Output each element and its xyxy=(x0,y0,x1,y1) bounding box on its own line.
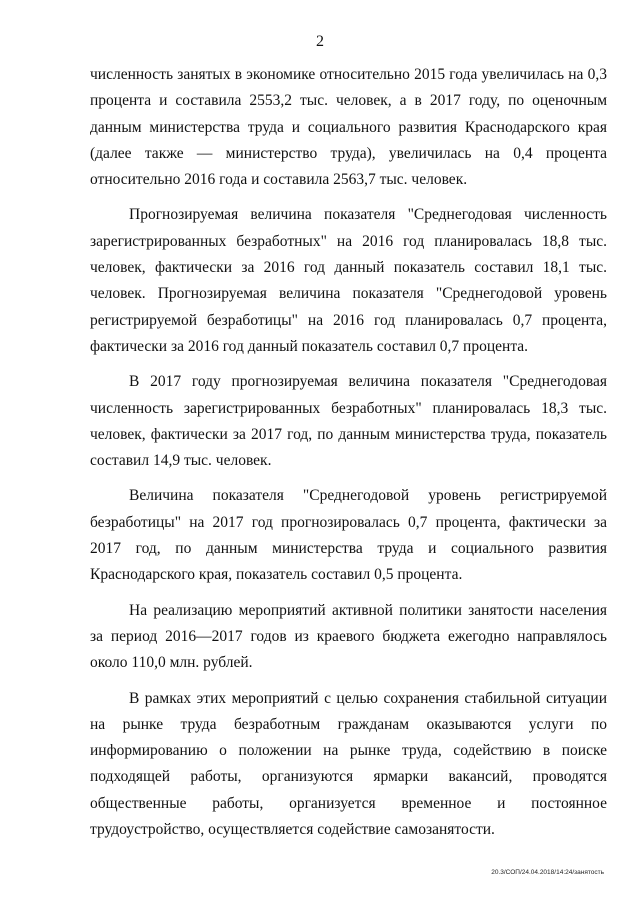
page-number: 2 xyxy=(316,33,324,50)
paragraph-employment-continuation: численность занятых в экономике относительно 2015 года увеличилась на 0,3 процента и составила 2553,2 тыс. человек, а в 2017 году, по оценочным данным министерства труда и социального развития Краснодарского края (далее также — министерство труда), увеличилась на 0,4 процента относительно 2016 года и составила 2563,7 тыс. человек. xyxy=(90,66,607,189)
paragraph-unemployed-2017: В 2017 году прогнозируемая величина показателя "Среднегодовая численность зарегистрированных безработных" планировалась 18,3 тыс. человек, фактически за 2017 год, по данным министерства труда, показатель составил 14,9 тыс. человек. xyxy=(90,373,607,470)
paragraph-unemployed-2016: Прогнозируемая величина показателя "Среднегодовая численность зарегистрированных безработных" на 2016 год планировалась 18,8 тыс. человек, фактически за 2016 год данный показатель составил 18,1 тыс. человек. Прогнозируемая величина показателя "Среднегодовой уровень регистрируемой безработицы" на 2016 год планировалась 0,7 процента, фактически за 2016 год данный показатель составил 0,7 процента. xyxy=(90,206,607,355)
paragraph-employment-services: В рамках этих мероприятий с целью сохранения стабильной ситуации на рынке труда безработным гражданам оказываются услуги по информированию о положении на рынке труда, содействию в поиске подходящей работы, организуются ярмарки вакансий, проводятся общественные работы, организуется временное и постоянное трудоустройство, осуществляется содействие самозанятости. xyxy=(90,689,607,839)
document-body xyxy=(90,62,607,843)
paragraph-unemployment-rate-2017: Величина показателя "Среднегодовой уровень регистрируемой безработицы" на 2017 год прогнозировалась 0,7 процента, фактически за 2017 год, по данным министерства труда и социального развития Краснодарского края, показатель составил 0,5 процента. xyxy=(90,487,607,584)
document-footer-code: 20.3/СОП/24.04.2018/14:24/занятость xyxy=(491,869,604,876)
paragraph-budget-funding: На реализацию мероприятий активной политики занятости населения за период 2016—2017 годов из краевого бюджета ежегодно направлялось около 110,0 млн. рублей. xyxy=(90,601,607,672)
